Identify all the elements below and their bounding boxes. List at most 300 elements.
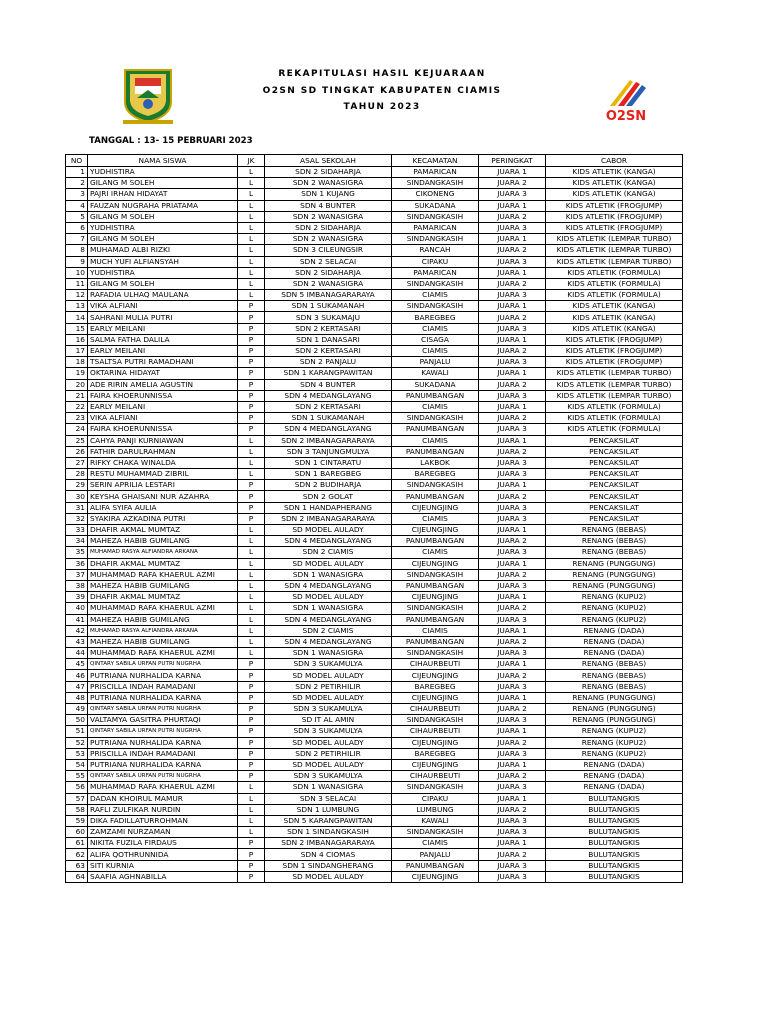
cell-school: SDN 1 SINDANGHERANG	[265, 860, 392, 871]
cell-gender: L	[238, 603, 265, 614]
cell-rank: JUARA 1	[479, 558, 546, 569]
cell-rank: JUARA 3	[479, 871, 546, 882]
cell-district: CIJEUNGJING	[392, 737, 479, 748]
cell-school: SDN 4 CIOMAS	[265, 849, 392, 860]
table-row	[66, 357, 683, 368]
cell-sport: BULUTANGKIS	[546, 815, 683, 826]
cell-no: 35	[66, 547, 88, 558]
cell-district: CIJEUNGJING	[392, 502, 479, 513]
table-row	[66, 278, 683, 289]
cell-no: 50	[66, 715, 88, 726]
table-header-row	[66, 155, 683, 167]
cell-name: EARLY MEILANI	[88, 346, 238, 357]
cell-district: LUMBUNG	[392, 804, 479, 815]
cell-gender: P	[238, 334, 265, 345]
cell-school: SDN 2 IMBANAGARARAYA	[265, 513, 392, 524]
table-row	[66, 267, 683, 278]
cell-name: MUHAMMAD RAFA KHAERUL AZMI	[88, 569, 238, 580]
cell-no: 1	[66, 167, 88, 178]
cell-no: 4	[66, 200, 88, 211]
table-row	[66, 827, 683, 838]
cell-name: VIKA ALFIANI	[88, 413, 238, 424]
table-row	[66, 178, 683, 189]
cell-rank: JUARA 3	[479, 323, 546, 334]
cell-sport: PENCAKSILAT	[546, 502, 683, 513]
cell-school: SDN 2 PETIRHILIR	[265, 748, 392, 759]
cell-gender: P	[238, 413, 265, 424]
cell-district: SINDANGKASIH	[392, 827, 479, 838]
cell-district: SINDANGKASIH	[392, 178, 479, 189]
table-row	[66, 692, 683, 703]
cell-no: 40	[66, 603, 88, 614]
cell-rank: JUARA 3	[479, 222, 546, 233]
cell-rank: JUARA 1	[479, 480, 546, 491]
cell-school: SDN 2 KERTASARI	[265, 401, 392, 412]
cell-sport: RENANG (PUNGGUNG)	[546, 580, 683, 591]
cell-district: CIJEUNGJING	[392, 670, 479, 681]
cell-gender: L	[238, 200, 265, 211]
cell-school: SDN 1 CINTARATU	[265, 457, 392, 468]
cell-school: SDN 3 SUKAMAJU	[265, 312, 392, 323]
cell-district: PANUMBANGAN	[392, 580, 479, 591]
table-row	[66, 368, 683, 379]
cell-rank: JUARA 2	[479, 346, 546, 357]
cell-no: 39	[66, 592, 88, 603]
cell-district: SINDANGKASIH	[392, 569, 479, 580]
cell-school: SDN 2 SELACAI	[265, 256, 392, 267]
cell-gender: P	[238, 390, 265, 401]
cell-rank: JUARA 2	[479, 178, 546, 189]
cell-no: 59	[66, 815, 88, 826]
cell-rank: JUARA 1	[479, 726, 546, 737]
cell-sport: RENANG (BEBAS)	[546, 525, 683, 536]
cell-no: 26	[66, 446, 88, 457]
cell-rank: JUARA 2	[479, 312, 546, 323]
cell-district: CISAGA	[392, 334, 479, 345]
cell-school: SDN 4 BUNTER	[265, 200, 392, 211]
cell-sport: RENANG (KUPU2)	[546, 737, 683, 748]
cell-school: SD MODEL AULADY	[265, 525, 392, 536]
cell-sport: RENANG (PUNGGUNG)	[546, 704, 683, 715]
cell-name: PRISCILLA INDAH RAMADANI	[88, 681, 238, 692]
cell-gender: L	[238, 446, 265, 457]
cell-sport: KIDS ATLETIK (FORMULA)	[546, 401, 683, 412]
table-row	[66, 480, 683, 491]
cell-no: 15	[66, 323, 88, 334]
cell-gender: L	[238, 245, 265, 256]
cell-district: PANUMBANGAN	[392, 424, 479, 435]
cell-name: RIFKY CHAKA WINALDA	[88, 457, 238, 468]
cell-name: MAHEZA HABIB GUMILANG	[88, 580, 238, 591]
cell-rank: JUARA 3	[479, 189, 546, 200]
cell-gender: L	[238, 625, 265, 636]
cell-school: SD MODEL AULADY	[265, 558, 392, 569]
cell-name: PRISCILLA INDAH RAMADANI	[88, 748, 238, 759]
cell-rank: JUARA 3	[479, 390, 546, 401]
table-row	[66, 457, 683, 468]
cell-gender: L	[238, 636, 265, 647]
cell-district: PAMARICAN	[392, 167, 479, 178]
cell-rank: JUARA 2	[479, 569, 546, 580]
cell-no: 38	[66, 580, 88, 591]
cell-sport: KIDS ATLETIK (FROGJUMP)	[546, 357, 683, 368]
cell-school: SDN 4 MEDANGLAYANG	[265, 580, 392, 591]
cell-sport: PENCAKSILAT	[546, 469, 683, 480]
cell-name: GILANG M SOLEH	[88, 234, 238, 245]
cell-gender: P	[238, 759, 265, 770]
cell-school: SDN 2 PETIRHILIR	[265, 681, 392, 692]
cell-school: SDN 1 WANASIGRA	[265, 603, 392, 614]
cell-name: TSALTSA PUTRI RAMADHANI	[88, 357, 238, 368]
cell-rank: JUARA 2	[479, 491, 546, 502]
cell-rank: JUARA 3	[479, 715, 546, 726]
cell-rank: JUARA 1	[479, 659, 546, 670]
cell-no: 64	[66, 871, 88, 882]
cell-rank: JUARA 2	[479, 737, 546, 748]
cell-name: DIKA FADILLATURROHMAN	[88, 815, 238, 826]
cell-gender: P	[238, 659, 265, 670]
table-row	[66, 580, 683, 591]
cell-gender: L	[238, 614, 265, 625]
cell-district: PANJALU	[392, 849, 479, 860]
cell-name: DADAN KHOIRUL MAMUR	[88, 793, 238, 804]
table-row	[66, 379, 683, 390]
cell-rank: JUARA 1	[479, 234, 546, 245]
document-year: TAHUN 2023	[343, 102, 421, 112]
cell-rank: JUARA 2	[479, 245, 546, 256]
cell-district: CIPAKU	[392, 256, 479, 267]
cell-rank: JUARA 1	[479, 200, 546, 211]
cell-district: PAMARICAN	[392, 222, 479, 233]
table-row	[66, 245, 683, 256]
cell-district: BAREGBEG	[392, 469, 479, 480]
cell-sport: KIDS ATLETIK (FORMULA)	[546, 278, 683, 289]
cell-gender: L	[238, 234, 265, 245]
cell-district: SINDANGKASIH	[392, 278, 479, 289]
cell-gender: P	[238, 502, 265, 513]
cell-rank: JUARA 3	[479, 681, 546, 692]
cell-sport: KIDS ATLETIK (FORMULA)	[546, 267, 683, 278]
cell-rank: JUARA 2	[479, 603, 546, 614]
cell-school: SDN 1 SUKAMANAH	[265, 301, 392, 312]
cell-school: SDN 1 HANDAPHERANG	[265, 502, 392, 513]
cell-rank: JUARA 1	[479, 267, 546, 278]
cell-no: 42	[66, 625, 88, 636]
cell-name: MUHAMAD ALBI RIZKI	[88, 245, 238, 256]
table-row	[66, 558, 683, 569]
cell-district: KAWALI	[392, 368, 479, 379]
cell-district: PAMARICAN	[392, 267, 479, 278]
cell-rank: JUARA 2	[479, 670, 546, 681]
cell-no: 47	[66, 681, 88, 692]
table-row	[66, 569, 683, 580]
table-row	[66, 614, 683, 625]
cell-sport: KIDS ATLETIK (KANGA)	[546, 178, 683, 189]
cell-sport: KIDS ATLETIK (LEMPAR TURBO)	[546, 245, 683, 256]
cell-no: 14	[66, 312, 88, 323]
cell-school: SDN 4 MEDANGLAYANG	[265, 536, 392, 547]
cell-name: MUHAMMAD RAFA KHAERUL AZMI	[88, 782, 238, 793]
cell-gender: P	[238, 849, 265, 860]
cell-name: FAUZAN NUGRAHA PRIATAMA	[88, 200, 238, 211]
cell-sport: RENANG (BEBAS)	[546, 547, 683, 558]
cell-school: SDN 1 LUMBUNG	[265, 804, 392, 815]
cell-name: EARLY MEILANI	[88, 401, 238, 412]
cell-no: 13	[66, 301, 88, 312]
cell-district: SINDANGKASIH	[392, 211, 479, 222]
cell-gender: P	[238, 480, 265, 491]
cell-no: 46	[66, 670, 88, 681]
cell-rank: JUARA 1	[479, 401, 546, 412]
cell-school: SD MODEL AULADY	[265, 670, 392, 681]
cell-sport: RENANG (DADA)	[546, 771, 683, 782]
table-row	[66, 804, 683, 815]
table-row	[66, 748, 683, 759]
cell-gender: L	[238, 211, 265, 222]
cell-district: CIAMIS	[392, 547, 479, 558]
table-row	[66, 222, 683, 233]
cell-school: SDN 2 WANASIGRA	[265, 178, 392, 189]
cell-gender: L	[238, 525, 265, 536]
cell-name: YUDHISTIRA	[88, 222, 238, 233]
cell-district: CIKONENG	[392, 189, 479, 200]
cell-sport: KIDS ATLETIK (KANGA)	[546, 189, 683, 200]
cell-sport: KIDS ATLETIK (FROGJUMP)	[546, 200, 683, 211]
cell-sport: KIDS ATLETIK (FROGJUMP)	[546, 334, 683, 345]
table-row	[66, 871, 683, 882]
cell-gender: P	[238, 379, 265, 390]
cell-gender: L	[238, 793, 265, 804]
table-row	[66, 547, 683, 558]
cell-sport: KIDS ATLETIK (FORMULA)	[546, 413, 683, 424]
cell-sport: RENANG (DADA)	[546, 636, 683, 647]
cell-school: SDN 1 SINDANGKASIH	[265, 827, 392, 838]
cell-sport: KIDS ATLETIK (KANGA)	[546, 312, 683, 323]
cell-district: PANUMBANGAN	[392, 390, 479, 401]
table-body	[66, 167, 683, 883]
cell-name: PUTRIANA NURHALIDA KARNA	[88, 759, 238, 770]
cell-no: 36	[66, 558, 88, 569]
table-row	[66, 211, 683, 222]
cell-name: MUHAMAD RASYA ALFIANDRA ARKANA	[88, 547, 238, 558]
cell-rank: JUARA 2	[479, 413, 546, 424]
cell-sport: KIDS ATLETIK (FROGJUMP)	[546, 211, 683, 222]
cell-sport: RENANG (BEBAS)	[546, 670, 683, 681]
table-row	[66, 401, 683, 412]
table-row	[66, 525, 683, 536]
cell-district: PANUMBANGAN	[392, 860, 479, 871]
cell-no: 57	[66, 793, 88, 804]
cell-rank: JUARA 2	[479, 636, 546, 647]
cell-district: SINDANGKASIH	[392, 648, 479, 659]
cell-no: 21	[66, 390, 88, 401]
cell-district: PANUMBANGAN	[392, 636, 479, 647]
cell-no: 9	[66, 256, 88, 267]
table-row	[66, 491, 683, 502]
cell-no: 62	[66, 849, 88, 860]
cell-no: 25	[66, 435, 88, 446]
cell-district: PANUMBANGAN	[392, 614, 479, 625]
cell-name: PUTRIANA NURHALIDA KARNA	[88, 737, 238, 748]
cell-name: FAIRA KHOERUNNISSA	[88, 390, 238, 401]
cell-no: 52	[66, 737, 88, 748]
cell-no: 56	[66, 782, 88, 793]
cell-no: 58	[66, 804, 88, 815]
cell-school: SDN 2 WANASIGRA	[265, 211, 392, 222]
cell-no: 2	[66, 178, 88, 189]
cell-no: 28	[66, 469, 88, 480]
cell-no: 7	[66, 234, 88, 245]
cell-school: SDN 2 SIDAHARJA	[265, 167, 392, 178]
cell-sport: RENANG (DADA)	[546, 648, 683, 659]
cell-gender: P	[238, 692, 265, 703]
cell-no: 33	[66, 525, 88, 536]
table-row	[66, 681, 683, 692]
cell-district: LAKBOK	[392, 457, 479, 468]
cell-gender: P	[238, 838, 265, 849]
cell-district: CIHAURBEUTI	[392, 726, 479, 737]
cell-school: SD MODEL AULADY	[265, 592, 392, 603]
cell-school: SDN 2 WANASIGRA	[265, 278, 392, 289]
cell-name: RAFLI ZULFIKAR NURDIN	[88, 804, 238, 815]
cell-name: MAHEZA HABIB GUMILANG	[88, 614, 238, 625]
cell-gender: L	[238, 278, 265, 289]
cell-sport: BULUTANGKIS	[546, 804, 683, 815]
cell-rank: JUARA 1	[479, 793, 546, 804]
cell-gender: L	[238, 435, 265, 446]
cell-no: 32	[66, 513, 88, 524]
cell-school: SD MODEL AULADY	[265, 737, 392, 748]
cell-sport: RENANG (KUPU2)	[546, 592, 683, 603]
cell-name: KEYSHA GHAISANI NUR AZAHRA	[88, 491, 238, 502]
cell-rank: JUARA 1	[479, 592, 546, 603]
cell-school: SD MODEL AULADY	[265, 692, 392, 703]
table-row	[66, 737, 683, 748]
cell-district: BAREGBEG	[392, 312, 479, 323]
cell-sport: PENCAKSILAT	[546, 480, 683, 491]
cell-district: RANCAH	[392, 245, 479, 256]
cell-gender: P	[238, 715, 265, 726]
cell-district: KAWALI	[392, 815, 479, 826]
cell-no: 63	[66, 860, 88, 871]
cell-name: DHAFIR AKMAL MUMTAZ	[88, 592, 238, 603]
results-table	[65, 154, 683, 883]
cell-district: PANUMBANGAN	[392, 491, 479, 502]
table-row	[66, 346, 683, 357]
cell-name: NIKITA FUZILA FIRDAUS	[88, 838, 238, 849]
cell-school: SDN 2 GOLAT	[265, 491, 392, 502]
cell-sport: PENCAKSILAT	[546, 491, 683, 502]
cell-rank: JUARA 3	[479, 860, 546, 871]
cell-district: CIHAURBEUTI	[392, 704, 479, 715]
cell-name: FAIRA KHOERUNNISSA	[88, 424, 238, 435]
cell-district: SINDANGKASIH	[392, 782, 479, 793]
cell-name: DHAFIR AKMAL MUMTAZ	[88, 525, 238, 536]
cell-gender: L	[238, 178, 265, 189]
cell-sport: RENANG (KUPU2)	[546, 726, 683, 737]
cell-name: CAHYA PANJI KURNIAWAN	[88, 435, 238, 446]
table-row	[66, 435, 683, 446]
cell-rank: JUARA 1	[479, 167, 546, 178]
cell-school: SDN 4 MEDANGLAYANG	[265, 390, 392, 401]
cell-rank: JUARA 1	[479, 692, 546, 703]
cell-sport: KIDS ATLETIK (KANGA)	[546, 301, 683, 312]
cell-rank: JUARA 3	[479, 469, 546, 480]
cell-school: SDN 2 CIAMIS	[265, 625, 392, 636]
cell-district: SUKADANA	[392, 200, 479, 211]
table-row	[66, 413, 683, 424]
cell-no: 8	[66, 245, 88, 256]
table-row	[66, 648, 683, 659]
cell-rank: JUARA 2	[479, 804, 546, 815]
table-row	[66, 659, 683, 670]
cell-sport: RENANG (KUPU2)	[546, 614, 683, 625]
cell-gender: L	[238, 592, 265, 603]
cell-name: RESTU MUHAMMAD ZIBRIL	[88, 469, 238, 480]
cell-name: MAHEZA HABIB GUMILANG	[88, 536, 238, 547]
cell-gender: P	[238, 368, 265, 379]
cell-rank: JUARA 1	[479, 759, 546, 770]
cell-no: 61	[66, 838, 88, 849]
cell-sport: BULUTANGKIS	[546, 793, 683, 804]
cell-sport: KIDS ATLETIK (LEMPAR TURBO)	[546, 379, 683, 390]
table-row	[66, 200, 683, 211]
cell-rank: JUARA 2	[479, 771, 546, 782]
cell-rank: JUARA 3	[479, 580, 546, 591]
table-row	[66, 815, 683, 826]
cell-no: 48	[66, 692, 88, 703]
table-row	[66, 603, 683, 614]
cell-gender: L	[238, 167, 265, 178]
table-row	[66, 636, 683, 647]
cell-district: CIAMIS	[392, 513, 479, 524]
cell-school: SDN 5 IMBANAGARARAYA	[265, 290, 392, 301]
cell-gender: P	[238, 323, 265, 334]
cell-district: SINDANGKASIH	[392, 413, 479, 424]
cell-gender: P	[238, 357, 265, 368]
cell-sport: RENANG (BEBAS)	[546, 681, 683, 692]
cell-no: 10	[66, 267, 88, 278]
cell-name: QINTARY SABILA URFAN PUTRI NUGRHA	[88, 771, 238, 782]
cell-school: SDN 1 WANASIGRA	[265, 648, 392, 659]
cell-no: 29	[66, 480, 88, 491]
cell-name: RAFADIA ULHAQ MAULANA	[88, 290, 238, 301]
cell-school: SDN 4 MEDANGLAYANG	[265, 636, 392, 647]
cell-name: EARLY MEILANI	[88, 323, 238, 334]
cell-district: CIJEUNGJING	[392, 592, 479, 603]
cell-school: SDN 4 MEDANGLAYANG	[265, 424, 392, 435]
cell-rank: JUARA 2	[479, 536, 546, 547]
cell-district: CIAMIS	[392, 838, 479, 849]
cell-gender: L	[238, 469, 265, 480]
table-row	[66, 715, 683, 726]
col-header-gender: JK	[238, 155, 265, 167]
cell-district: BAREGBEG	[392, 748, 479, 759]
table-row	[66, 793, 683, 804]
cell-sport: PENCAKSILAT	[546, 446, 683, 457]
cell-no: 19	[66, 368, 88, 379]
cell-name: SITI KURNIA	[88, 860, 238, 871]
cell-gender: P	[238, 301, 265, 312]
cell-rank: JUARA 2	[479, 379, 546, 390]
cell-school: SDN 2 WANASIGRA	[265, 234, 392, 245]
cell-name: VIKA ALFIANI	[88, 301, 238, 312]
table-row	[66, 759, 683, 770]
cell-name: MUHAMMAD RAFA KHAERUL AZMI	[88, 603, 238, 614]
cell-no: 44	[66, 648, 88, 659]
cell-name: PAJRI IRHAN HIDAYAT	[88, 189, 238, 200]
cell-school: SDN 3 SUKAMULYA	[265, 726, 392, 737]
